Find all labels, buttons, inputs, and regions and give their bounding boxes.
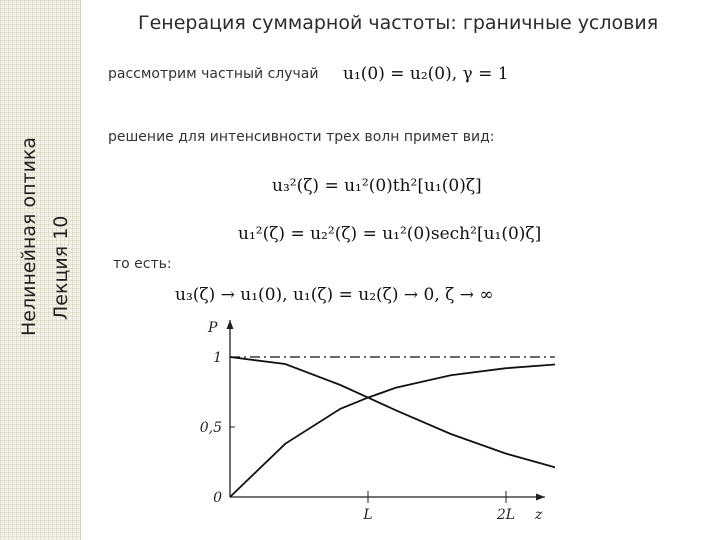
- course-name: Нелинейная оптика: [18, 136, 40, 336]
- lecture-number: Лекция 10: [50, 215, 72, 320]
- y-tick-label: 0,5: [199, 420, 222, 436]
- case-formula: u₁(0) = u₂(0), γ = 1: [343, 64, 509, 84]
- x-axis-label: z: [535, 507, 543, 523]
- x-tick-label: 2L: [496, 507, 516, 523]
- x-tick-label: L: [363, 507, 373, 523]
- formula-u3: u₃²(ζ) = u₁²(0)th²[u₁(0)ζ]: [272, 176, 482, 196]
- solution-label: решение для интенсивности трех волн примет вид:: [108, 129, 495, 145]
- series-line-2: [230, 357, 555, 469]
- case-label: рассмотрим частный случай: [108, 66, 319, 82]
- x-axis-arrow: [536, 494, 545, 501]
- series-line-1: [230, 364, 555, 497]
- y-axis-label: P: [208, 320, 218, 336]
- formula-u1-u2: u₁²(ζ) = u₂²(ζ) = u₁²(0)sech²[u₁(0)ζ]: [238, 224, 542, 244]
- limit-formula: u₃(ζ) → u₁(0), u₁(ζ) = u₂(ζ) → 0, ζ → ∞: [175, 285, 494, 305]
- intensity-chart: [180, 312, 555, 527]
- y-axis-arrow: [227, 320, 234, 329]
- y-tick-label: 1: [213, 350, 222, 366]
- y-tick-label: 0: [213, 490, 222, 506]
- that-is-label: то есть:: [113, 256, 172, 272]
- slide-title: Генерация суммарной частоты: граничные условия: [138, 12, 659, 34]
